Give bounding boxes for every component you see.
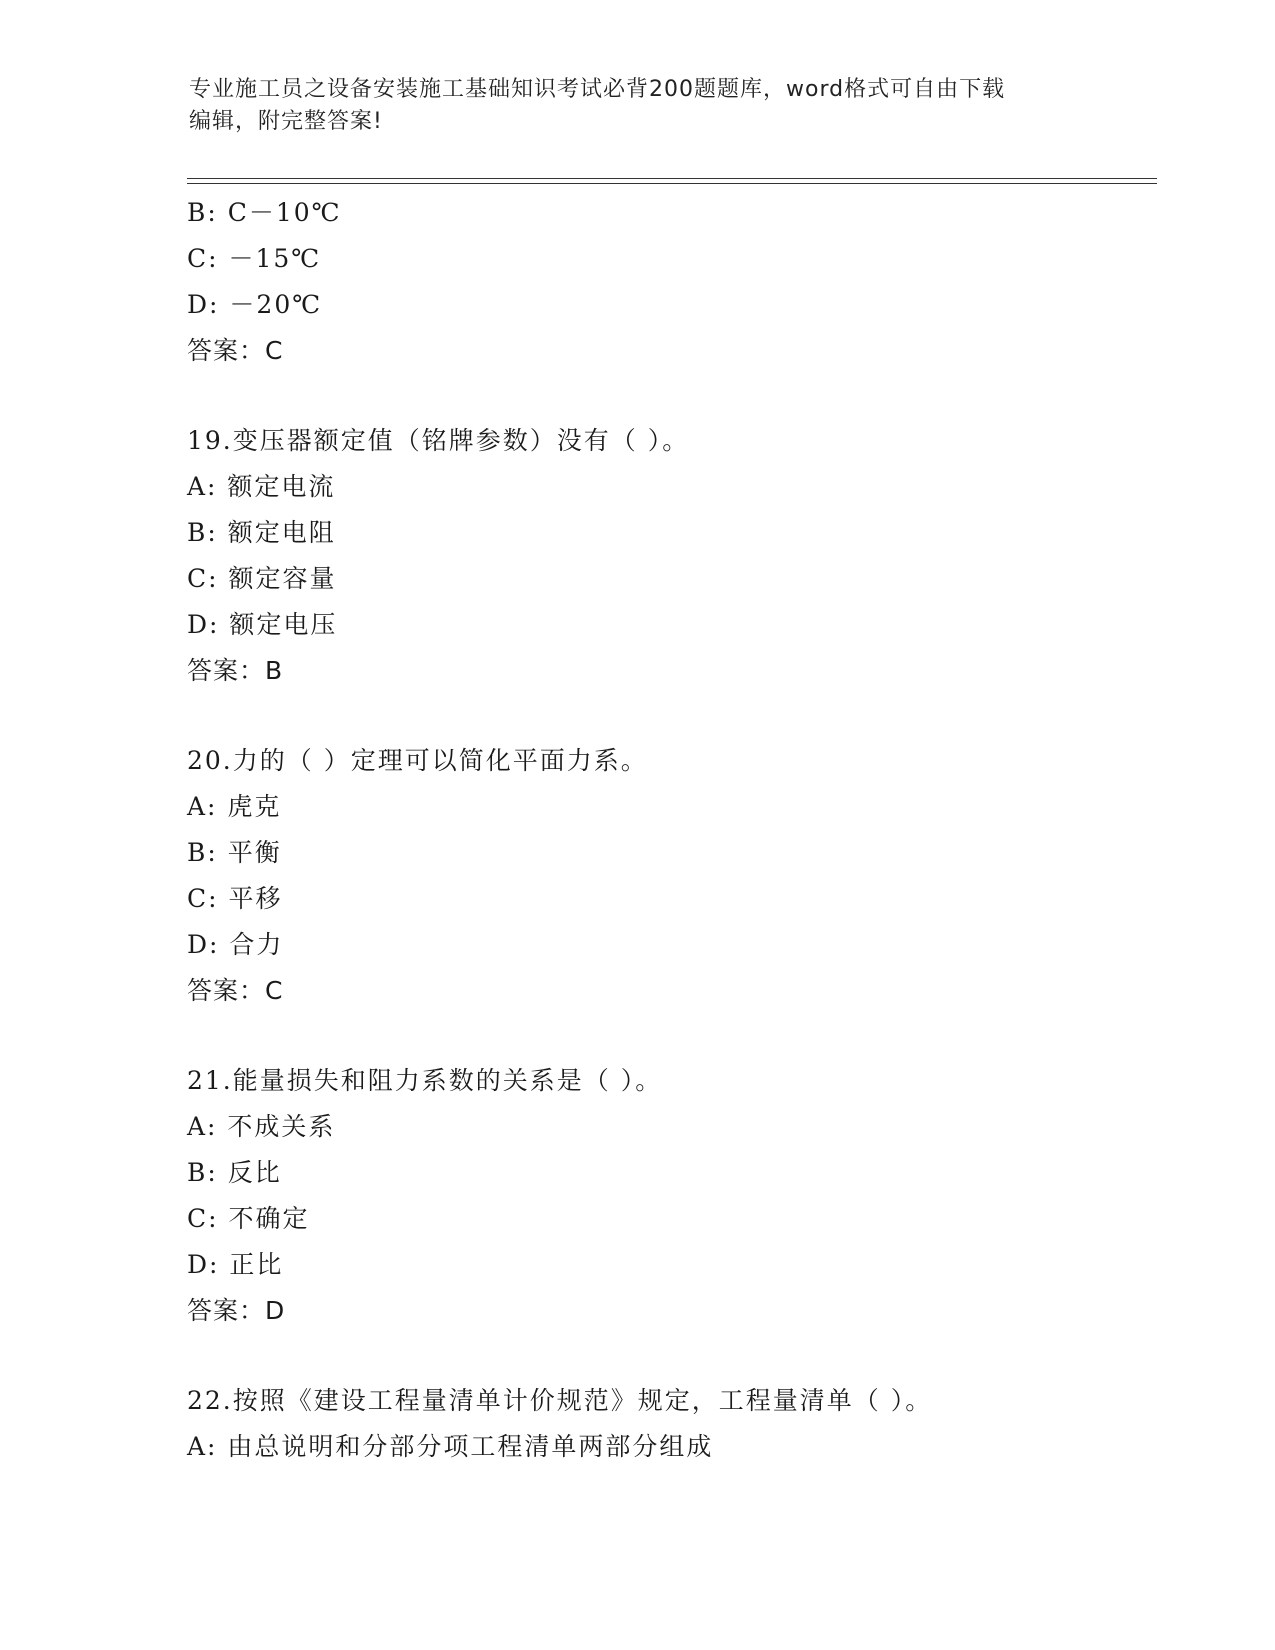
- question-block-20: [187, 738, 1147, 1014]
- answer-line: 答案：C: [187, 336, 284, 365]
- option-a: A: 由总说明和分部分项工程清单两部分组成: [187, 1432, 714, 1461]
- option-c: C: 不确定: [187, 1204, 310, 1233]
- option-c: C: 额定容量: [187, 564, 337, 593]
- option-b: B: C－10℃: [187, 198, 342, 227]
- option-c: C: 平移: [187, 884, 283, 913]
- question-block-22: [187, 1378, 1147, 1470]
- question-block-19: [187, 418, 1147, 694]
- spacer: [187, 1014, 1147, 1058]
- question-text: 19.变压器额定值（铭牌参数）没有（ ）。: [187, 426, 690, 455]
- header-line-1: 专业施工员之设备安装施工基础知识考试必背200题题库，word格式可自由下载: [189, 77, 1006, 102]
- option-b: B: 平衡: [187, 838, 282, 867]
- question-text: 20.力的（ ）定理可以简化平面力系。: [187, 746, 648, 775]
- option-a: A: 额定电流: [187, 472, 336, 501]
- question-block-21: [187, 1058, 1147, 1334]
- header-divider-bottom: [187, 183, 1157, 184]
- option-a: A: 不成关系: [187, 1112, 336, 1141]
- option-d: D: 额定电压: [187, 610, 338, 639]
- spacer: [187, 374, 1147, 418]
- option-d: D: 合力: [187, 930, 284, 959]
- page-header: [189, 74, 1089, 138]
- question-text: 22.按照《建设工程量清单计价规范》规定，工程量清单（ ）。: [187, 1386, 933, 1415]
- option-b: B: 额定电阻: [187, 518, 336, 547]
- question-list: [187, 190, 1147, 1470]
- header-line-2: 编辑，附完整答案!: [189, 109, 383, 134]
- question-text: 21.能量损失和阻力系数的关系是（ ）。: [187, 1066, 663, 1095]
- header-divider-top: [187, 178, 1157, 179]
- option-a: A: 虎克: [187, 792, 282, 821]
- answer-line: 答案：B: [187, 656, 284, 685]
- option-c: C: －15℃: [187, 244, 322, 273]
- answer-line: 答案：D: [187, 1296, 286, 1325]
- option-b: B: 反比: [187, 1158, 282, 1187]
- answer-line: 答案：C: [187, 976, 284, 1005]
- spacer: [187, 1334, 1147, 1378]
- question-block-18: [187, 190, 1147, 374]
- option-d: D: －20℃: [187, 290, 323, 319]
- spacer: [187, 694, 1147, 738]
- option-d: D: 正比: [187, 1250, 284, 1279]
